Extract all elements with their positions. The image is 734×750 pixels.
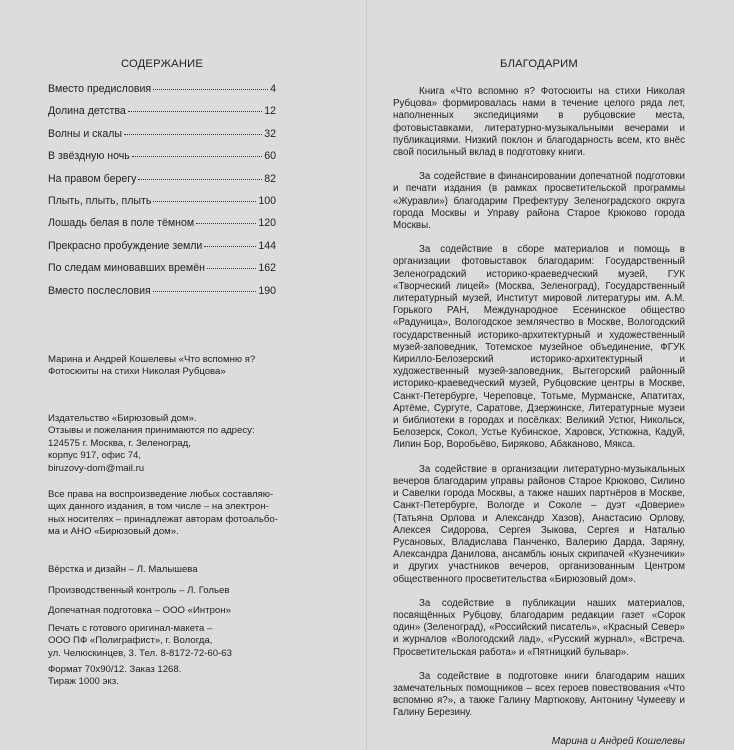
- contents-item-page: 60: [264, 150, 276, 163]
- contents-item: [48, 150, 276, 172]
- acknowledgement-paragraph: За содействие в организации литературно-музыкальных вечеров благодарим управы районов Старое Крюково, Силино и Савелки города Москвы, а также наших партнёров в Москве, Санкт-Петербурге, Вологде и Соколе – дуэт «Доверие» (Татьяна Орлова и Александр Хазов), Анастасию Орлову, Алексея Сидорова, Сергея Зыкова, Сергея и Наталью Русановых, Владислава Панченко, Валерию Дарда, Заряну, Александра Данилова, ансамбль юных скрипачей «Кузнечики» и других участников вечеров, организованным Центром общественного просветительства «Бирюзовый дом».: [393, 463, 685, 585]
- print-line: ООО ПФ «Полиграфист», г. Вологда,: [48, 635, 213, 647]
- publisher-line: корпус 917, офис 74,: [48, 450, 142, 462]
- production-credit-text: Производственный контроль – Л. Гольев: [48, 585, 230, 596]
- publisher-info: [48, 413, 288, 475]
- dot-leader: [196, 223, 256, 224]
- prepress-credit: [48, 605, 288, 617]
- contents-item-page: 100: [258, 194, 276, 207]
- dot-leader: [153, 291, 257, 292]
- acknowledgement-paragraph: За содействие в финансировании допечатной подготовки и печати издания (в рамках просветительской программы «Журавли») благодарим Префектуру Зеленоградского округа города Москвы и Управу района Старое Крюково города Москвы.: [393, 171, 685, 232]
- contents-list: [48, 83, 276, 307]
- contents-item: [48, 105, 276, 127]
- acknowledgement-paragraph: За содействие в сборе материалов и помощь в организации фотовыставок благодарим: Государственный Зеленоградский историко-краеведческий музей, ГУК «Творческий лицей» (Москва, Зеленоград), Государственный литературный музей, Институт мировой литературы им. А.М. Горького РАН, Международное Есенинское общество «Радуница», Вологодское землячество в Москве, Вологодский государственный историко-архитектурный и художественный музей-заповедник, Тотемское музейное объединение, ФГУК Кирилло-Белозерский историко-архитектурный и художественный музей-заповедник, Вытегорский районный историко-краеведческий музей, Рубцовские центры в Москве, Санкт-Петербурге, Череповце, Тотьме, Мурманске, Апатитах, Артёме, Сургуте, Саратове, Дзержинске, Литературные музеи и библиотеки в городах и посёлках: Великий Устюг, Никольск, Белозерск, Сокол, Устье Кубинское, Харовск, Устюжна, Кадуй, Липин Бор, Воробьёво, Биряково, Абаканово, Мякса.: [393, 244, 685, 451]
- contents-item: [48, 128, 276, 150]
- rights-line: Все права на воспроизведение любых составляю-: [48, 489, 274, 500]
- dot-leader: [153, 89, 268, 90]
- contents-item: [48, 285, 276, 307]
- print-info: [48, 623, 288, 660]
- format-info: [48, 664, 288, 689]
- contents-item-title: Вместо предисловия: [48, 83, 152, 95]
- rights-line: ных носителях – принадлежат авторам фотоальбо-: [48, 513, 278, 525]
- dot-leader: [207, 268, 256, 269]
- publisher-line: Отзывы и пожелания принимаются по адресу:: [48, 425, 255, 437]
- contents-item: [48, 240, 276, 262]
- layout-credit-text: Вёрстка и дизайн – Л. Малышева: [48, 564, 198, 575]
- publisher-line: 124575 г. Москва, г. Зеленоград,: [48, 437, 191, 449]
- contents-item-page: 4: [270, 83, 276, 95]
- contents-item-title: Плыть, плыть, плыть: [48, 194, 152, 207]
- contents-item-page: 120: [258, 217, 276, 230]
- acknowledgements-section: [393, 58, 685, 747]
- acknowledgements-title: БЛАГОДАРИМ: [500, 58, 578, 70]
- contents-item: [48, 83, 276, 105]
- contents-item-page: 32: [264, 127, 276, 140]
- publisher-email: biruzovy-dom@mail.ru: [48, 462, 145, 474]
- format-line: Тираж 1000 экз.: [48, 676, 119, 688]
- contents-item-title: На правом берегу: [48, 172, 137, 185]
- contents-item-title: Волны и скалы: [48, 127, 123, 140]
- contents-item-page: 144: [258, 239, 276, 252]
- acknowledgement-paragraph: Книга «Что вспомню я? Фотосюиты на стихи Николая Рубцова» формировалась нами в течение целого ряда лет, наполненных экспедициями в рубцовские места, фотовыставками, литературно-музыкальными вечерами и публикациями. Низкий поклон и благодарность всем, кто внёс свой посильный вклад в подготовку книги.: [393, 86, 685, 159]
- dot-leader: [124, 134, 262, 135]
- book-info-line: Фотосюиты на стихи Николая Рубцова»: [48, 366, 226, 378]
- contents-title: СОДЕРЖАНИЕ: [120, 58, 204, 70]
- contents-item-page: 162: [258, 262, 276, 275]
- authors-signature: Марина и Андрей Кошелевы: [551, 735, 685, 747]
- acknowledgement-paragraph: За содействие в публикации наших материалов, посвящённых Рубцову, благодарим редакции газет «Сорок один» (Зеленоград), «Российский писатель», «Красный Север» и журналов «Вологодский лад», «Русский журнал», «Встреча. Просветительская работа» и «Пятницкий бульвар».: [393, 597, 685, 658]
- contents-item: [48, 173, 276, 195]
- production-credit: [48, 585, 288, 597]
- book-info-line: Марина и Андрей Кошелевы «Что вспомню я?: [48, 354, 256, 365]
- contents-item-page: 12: [264, 105, 276, 118]
- contents-item-page: 190: [258, 284, 276, 297]
- contents-item-page: 82: [264, 172, 276, 185]
- dot-leader: [153, 201, 256, 202]
- contents-item: [48, 217, 276, 239]
- layout-credit: [48, 564, 288, 576]
- print-line: Печать с готового оригинал-макета –: [48, 623, 213, 634]
- print-line: ул. Челюскинцев, 3. Тел. 8-8172-72-60-63: [48, 647, 232, 659]
- rights-line: щих данного издания, в том числе – на электрон-: [48, 501, 269, 513]
- contents-item-title: По следам миновавших времён: [48, 262, 205, 275]
- contents-item: [48, 195, 276, 217]
- contents-section: [48, 58, 276, 307]
- contents-item-title: Вместо послесловия: [48, 284, 151, 297]
- rights-line: ма и АНО «Бирюзовый дом».: [48, 526, 179, 538]
- prepress-credit-text: Допечатная подготовка – ООО «Интрон»: [48, 605, 231, 616]
- page-divider: [366, 0, 367, 750]
- dot-leader: [204, 246, 256, 247]
- acknowledgement-paragraph: За содействие в подготовке книги благодарим наших замечательных помощников – всех героев повествования «Что вспомню я?», а также Галину Мартюкову, Антонину Чумееву и Галину Березину.: [393, 670, 685, 719]
- dot-leader: [132, 156, 262, 157]
- book-info: [48, 354, 288, 379]
- contents-item-title: Долина детства: [48, 105, 126, 118]
- format-line: Формат 70х90/12. Заказ 1268.: [48, 664, 182, 675]
- dot-leader: [128, 111, 262, 112]
- contents-item-title: Прекрасно пробуждение земли: [48, 239, 203, 252]
- dot-leader: [138, 179, 262, 180]
- rights-notice: [48, 489, 288, 539]
- publisher-line: Издательство «Бирюзовый дом».: [48, 413, 197, 424]
- contents-item-title: В звёздную ночь: [48, 150, 130, 163]
- contents-item-title: Лошадь белая в поле тёмном: [48, 217, 195, 230]
- contents-item: [48, 262, 276, 284]
